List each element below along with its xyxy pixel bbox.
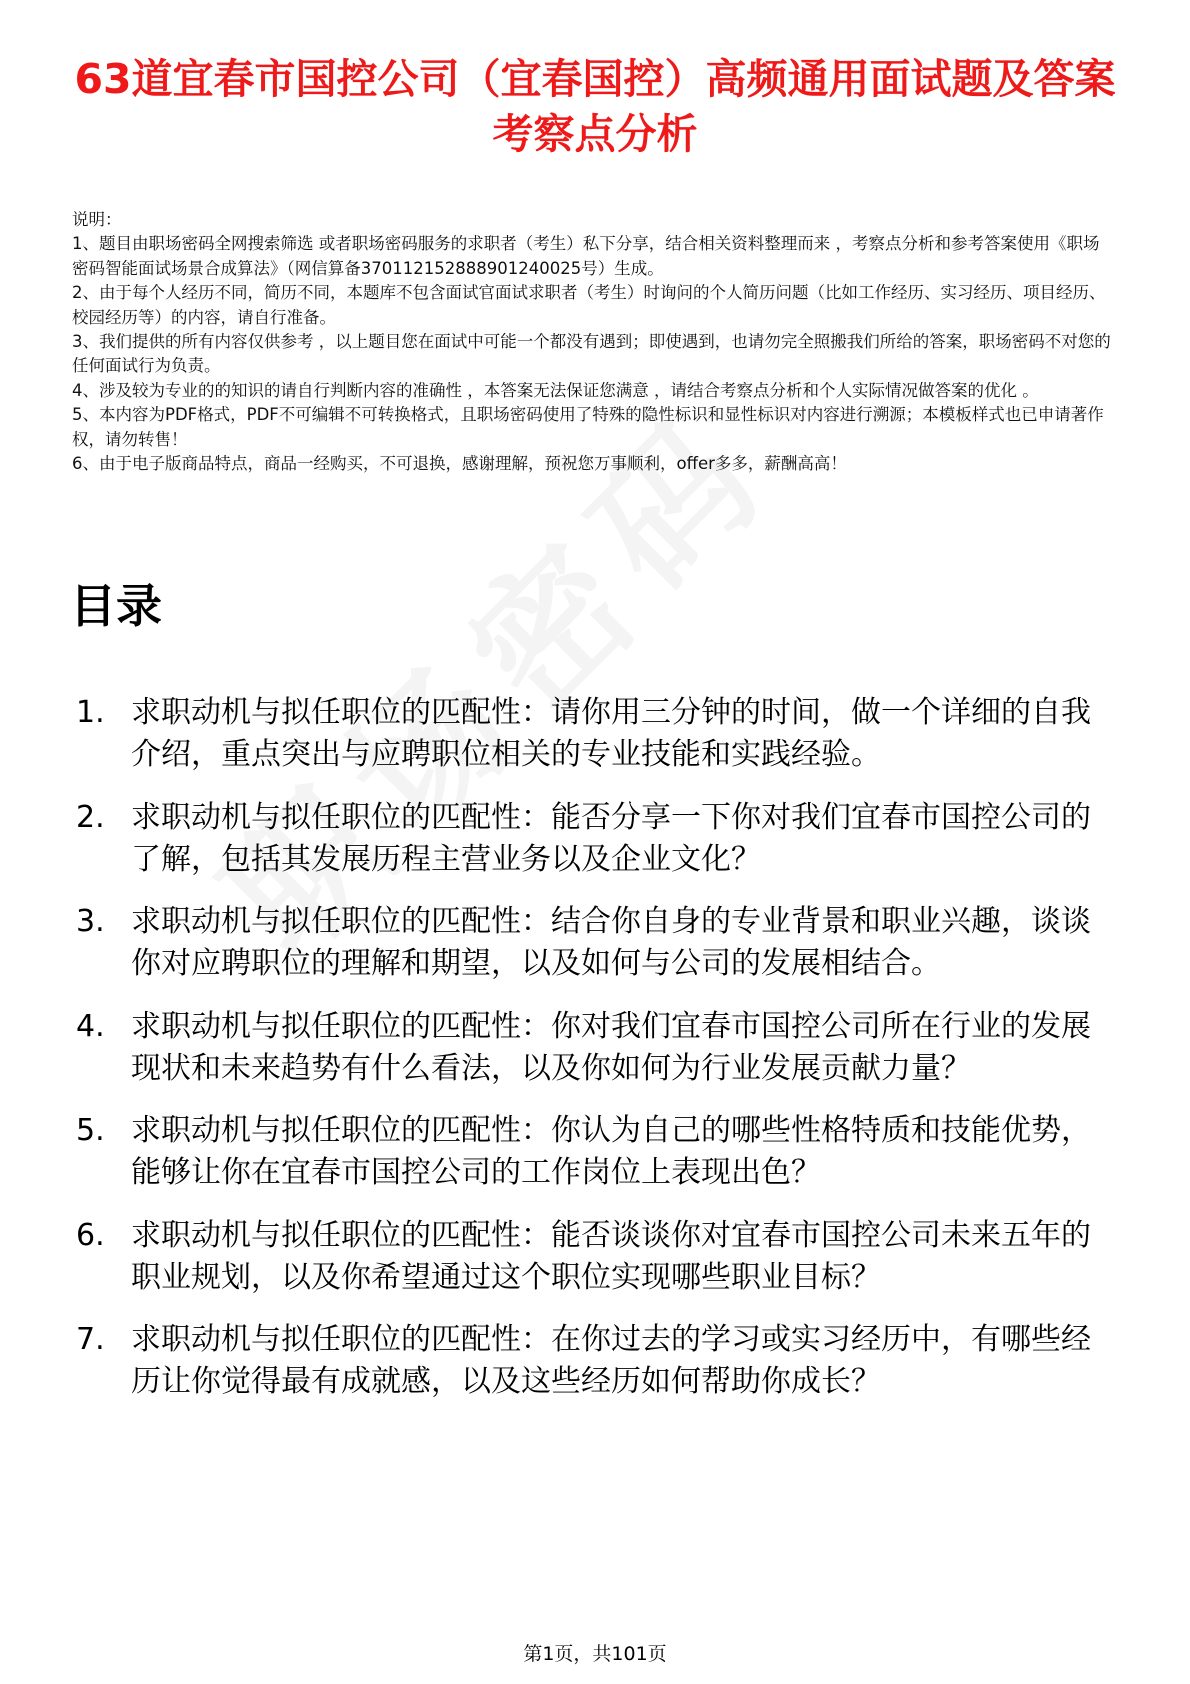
page-title: 63道宜春市国控公司（宜春国控）高频通用面试题及答案考察点分析 — [74, 55, 1116, 158]
toc-item-text[interactable]: 求职动机与拟任职位的匹配性：在你过去的学习或实习经历中，有哪些经历让你觉得最有成就感，以及这些经历如何帮助你成长？ — [131, 1322, 1091, 1399]
toc-item[interactable] — [70, 1215, 1110, 1299]
toc-item-text[interactable]: 求职动机与拟任职位的匹配性：你对我们宜春市国控公司所在行业的发展现状和未来趋势有什么看法，以及你如何为行业发展贡献力量？ — [131, 1008, 1091, 1086]
notes-item: 4、涉及较为专业的的知识的请自行判断内容的准确性 ，本答案无法保证您满意 ，请结合考察点分析和个人实际情况做答案的优化 。 — [72, 380, 1039, 400]
notes-item: 5、本内容为PDF格式，PDF不可编辑不可转换格式，且职场密码使用了特殊的隐性标识和显性标识对内容进行溯源；本模板样式也已申请著作权，请勿转售！ — [72, 405, 1104, 449]
notes-section — [72, 208, 1112, 476]
toc-heading: 目录 — [70, 579, 162, 633]
toc-item-number: 3. — [76, 904, 105, 939]
toc-item-number: 4. — [76, 1008, 105, 1044]
notes-item: 6、由于电子版商品特点，商品一经购买，不可退换，感谢理解，预祝您万事顺利，offer多多，薪酬高高！ — [72, 454, 847, 474]
toc-item[interactable] — [70, 692, 1110, 776]
toc-list — [70, 692, 1110, 1424]
notes-item: 1、题目由职场密码全网搜索筛选 或者职场密码服务的求职者（考生）私下分享，结合相关资料整理而来 ，考察点分析和参考答案使用《职场密码智能面试场景合成算法》（网信算备370112152888901240025号）生成。 — [72, 234, 1100, 278]
toc-item-text[interactable]: 求职动机与拟任职位的匹配性：能否谈谈你对宜春市国控公司未来五年的职业规划，以及你希望通过这个职位实现哪些职业目标？ — [131, 1217, 1091, 1295]
notes-item: 3、我们提供的所有内容仅供参考 ，以上题目您在面试中可能一个都没有遇到；即使遇到，也请勿完全照搬我们所给的答案，职场密码不对您的任何面试行为负责。 — [72, 332, 1111, 376]
toc-item[interactable] — [70, 797, 1110, 881]
toc-item-text[interactable]: 求职动机与拟任职位的匹配性：结合你自身的专业背景和职业兴趣，谈谈你对应聘职位的理解和期望，以及如何与公司的发展相结合。 — [131, 904, 1091, 981]
page-footer: 第1页，共101页 — [523, 1643, 667, 1665]
toc-item-text[interactable]: 求职动机与拟任职位的匹配性：能否分享一下你对我们宜春市国控公司的了解，包括其发展历程主营业务以及企业文化？ — [131, 799, 1091, 877]
toc-item-number: 5. — [76, 1113, 105, 1148]
toc-item[interactable] — [70, 1006, 1110, 1090]
toc-item-number: 7. — [76, 1322, 105, 1357]
toc-item[interactable] — [70, 1110, 1110, 1194]
toc-item-text[interactable]: 求职动机与拟任职位的匹配性：你认为自己的哪些性格特质和技能优势，能够让你在宜春市国控公司的工作岗位上表现出色？ — [131, 1113, 1091, 1190]
toc-item-number: 1. — [76, 695, 105, 730]
notes-item: 2、由于每个人经历不同，简历不同，本题库不包含面试官面试求职者（考生）时询问的个人简历问题（比如工作经历、实习经历、项目经历、校园经历等）的内容，请自行准备。 — [72, 283, 1106, 327]
toc-item-number: 2. — [76, 799, 105, 835]
toc-item[interactable] — [70, 901, 1110, 985]
toc-item-text[interactable]: 求职动机与拟任职位的匹配性：请你用三分钟的时间，做一个详细的自我介绍，重点突出与应聘职位相关的专业技能和实践经验。 — [131, 695, 1091, 772]
notes-heading: 说明： — [72, 210, 122, 229]
toc-item[interactable] — [70, 1319, 1110, 1403]
toc-item-number: 6. — [76, 1217, 105, 1253]
